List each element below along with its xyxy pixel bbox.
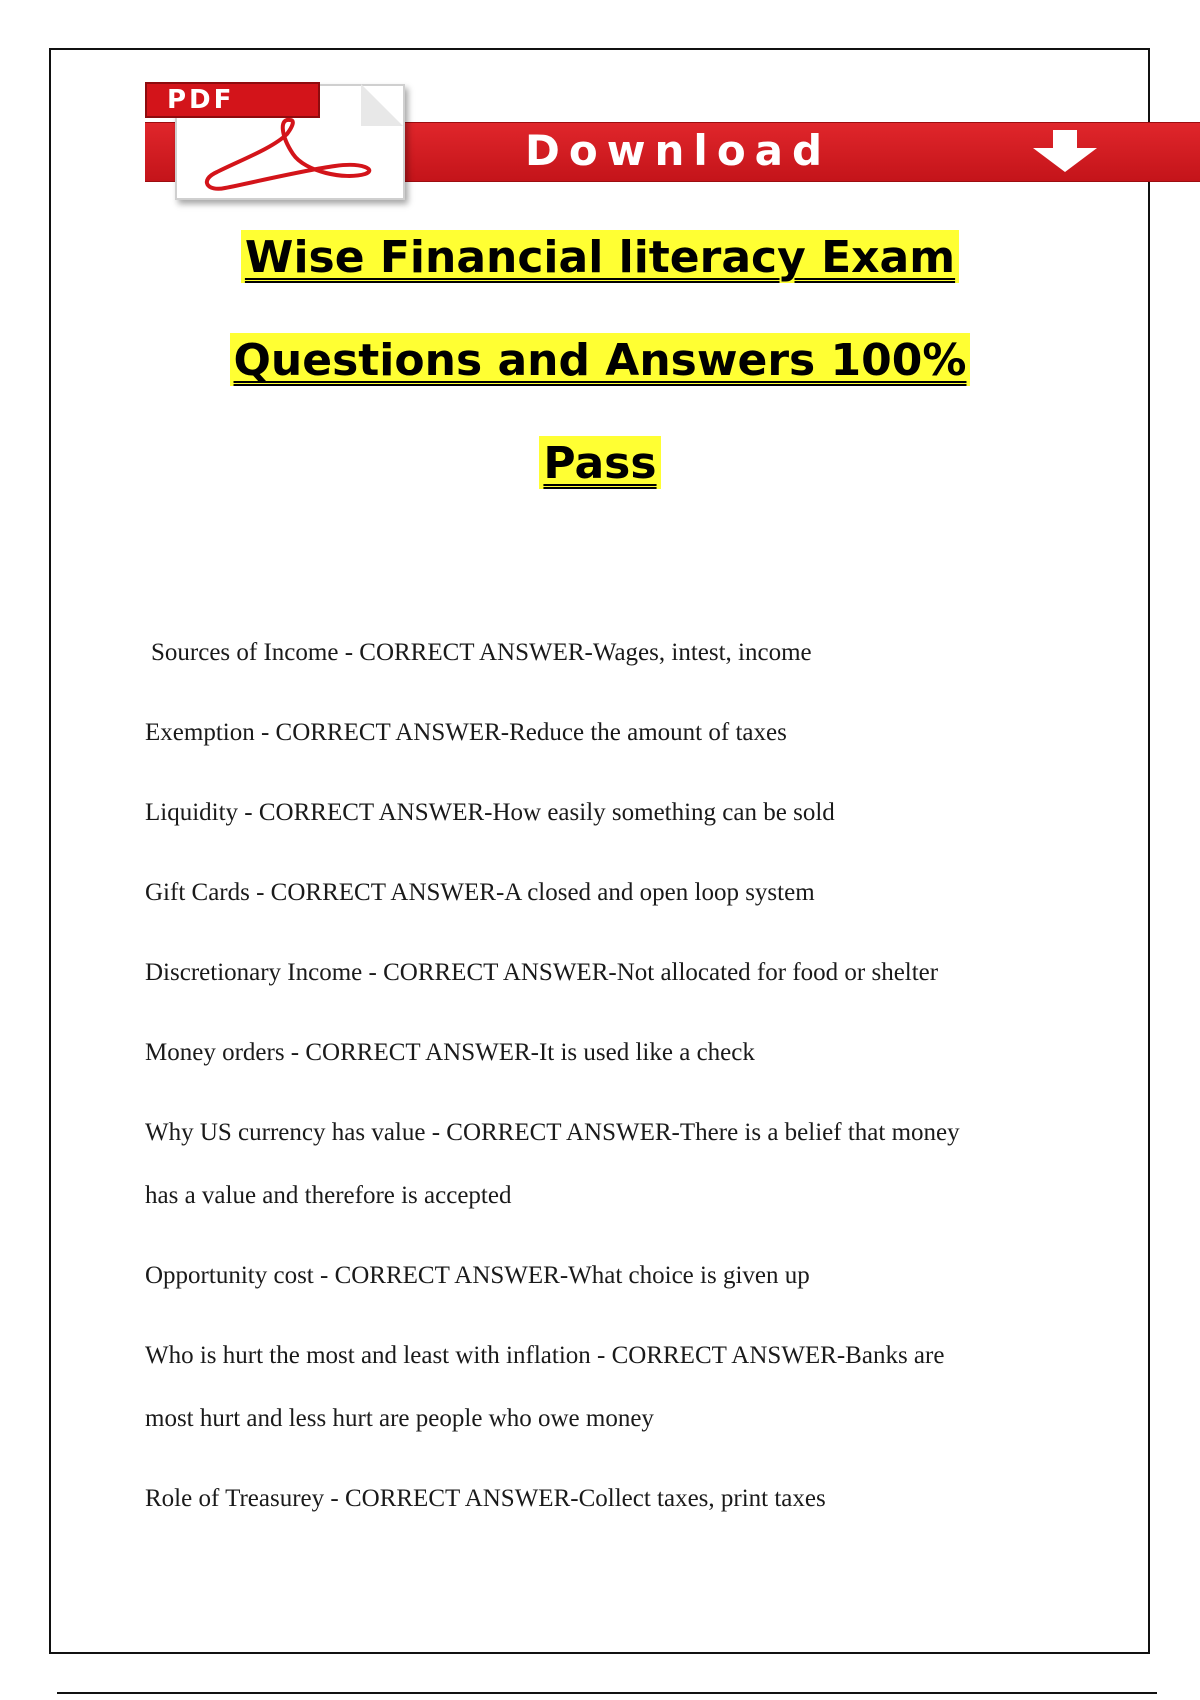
title-line-2: Questions and Answers 100% bbox=[230, 333, 971, 386]
qa-item: Sources of Income - CORRECT ANSWER-Wages, intest, income bbox=[151, 639, 812, 666]
pdf-tab bbox=[145, 82, 320, 118]
document-title bbox=[100, 228, 1100, 537]
qa-item: Liquidity - CORRECT ANSWER-How easily something can be sold bbox=[145, 799, 835, 826]
qa-item-line: Why US currency has value - CORRECT ANSWER-There is a belief that money bbox=[145, 1119, 960, 1146]
qa-item bbox=[145, 1324, 1045, 1450]
qa-item: Opportunity cost - CORRECT ANSWER-What choice is given up bbox=[145, 1262, 810, 1289]
download-arrow-icon[interactable] bbox=[1025, 130, 1105, 174]
qa-item: Exemption - CORRECT ANSWER-Reduce the amount of taxes bbox=[145, 719, 787, 746]
qa-item-line: Who is hurt the most and least with inflation - CORRECT ANSWER-Banks are bbox=[145, 1342, 945, 1369]
download-label[interactable]: Download bbox=[525, 126, 832, 175]
pdf-download-banner[interactable] bbox=[145, 76, 1200, 194]
qa-item-line: has a value and therefore is accepted bbox=[145, 1182, 512, 1209]
title-line-3: Pass bbox=[539, 436, 660, 489]
pdf-label: PDF bbox=[167, 85, 235, 115]
qa-item: Role of Treasurey - CORRECT ANSWER-Collect taxes, print taxes bbox=[145, 1485, 826, 1512]
qa-item: Gift Cards - CORRECT ANSWER-A closed and open loop system bbox=[145, 879, 815, 906]
acrobat-logo-icon bbox=[195, 114, 375, 194]
footer-rule bbox=[57, 1692, 1157, 1694]
qa-item: Discretionary Income - CORRECT ANSWER-Not allocated for food or shelter bbox=[145, 959, 939, 986]
qa-item bbox=[145, 1101, 1045, 1227]
qa-item-line: most hurt and less hurt are people who owe money bbox=[145, 1405, 654, 1432]
qa-list bbox=[145, 621, 1045, 1547]
qa-item: Money orders - CORRECT ANSWER-It is used like a check bbox=[145, 1039, 755, 1066]
title-line-1: Wise Financial literacy Exam bbox=[241, 230, 959, 283]
